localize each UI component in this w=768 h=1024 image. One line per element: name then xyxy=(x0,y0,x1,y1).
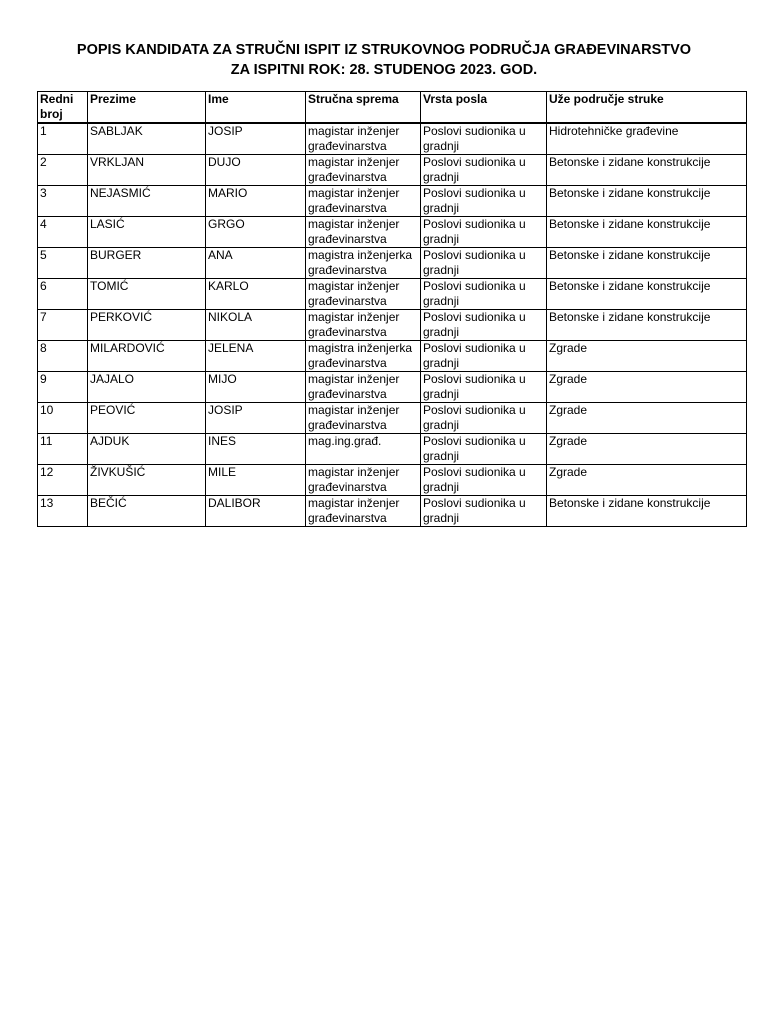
cell-strucna-sprema: magistar inženjer građevinarstva xyxy=(306,279,421,310)
cell-ime: GRGO xyxy=(206,217,306,248)
cell-prezime: BURGER xyxy=(88,248,206,279)
cell-vrsta-posla: Poslovi sudionika u gradnji xyxy=(421,248,547,279)
table-header-row xyxy=(38,92,747,124)
cell-ime: INES xyxy=(206,434,306,465)
cell-strucna-sprema: magistar inženjer građevinarstva xyxy=(306,496,421,527)
cell-strucna-sprema: magistar inženjer građevinarstva xyxy=(306,310,421,341)
cell-prezime: VRKLJAN xyxy=(88,155,206,186)
table-row xyxy=(38,341,747,372)
cell-uze-podrucje: Zgrade xyxy=(547,465,747,496)
cell-prezime: MILARDOVIĆ xyxy=(88,341,206,372)
cell-redni-broj: 8 xyxy=(38,341,88,372)
cell-vrsta-posla: Poslovi sudionika u gradnji xyxy=(421,186,547,217)
cell-vrsta-posla: Poslovi sudionika u gradnji xyxy=(421,310,547,341)
cell-strucna-sprema: magistra inženjerka građevinarstva xyxy=(306,341,421,372)
cell-ime: JELENA xyxy=(206,341,306,372)
cell-uze-podrucje: Betonske i zidane konstrukcije xyxy=(547,186,747,217)
table-row xyxy=(38,496,747,527)
cell-redni-broj: 7 xyxy=(38,310,88,341)
table-row xyxy=(38,217,747,248)
cell-uze-podrucje: Betonske i zidane konstrukcije xyxy=(547,279,747,310)
cell-ime: KARLO xyxy=(206,279,306,310)
cell-redni-broj: 12 xyxy=(38,465,88,496)
cell-uze-podrucje: Betonske i zidane konstrukcije xyxy=(547,155,747,186)
cell-uze-podrucje: Betonske i zidane konstrukcije xyxy=(547,496,747,527)
cell-strucna-sprema: magistar inženjer građevinarstva xyxy=(306,123,421,155)
cell-strucna-sprema: mag.ing.građ. xyxy=(306,434,421,465)
cell-uze-podrucje: Zgrade xyxy=(547,434,747,465)
table-row xyxy=(38,310,747,341)
cell-vrsta-posla: Poslovi sudionika u gradnji xyxy=(421,465,547,496)
cell-uze-podrucje: Zgrade xyxy=(547,403,747,434)
cell-vrsta-posla: Poslovi sudionika u gradnji xyxy=(421,496,547,527)
cell-vrsta-posla: Poslovi sudionika u gradnji xyxy=(421,341,547,372)
cell-vrsta-posla: Poslovi sudionika u gradnji xyxy=(421,155,547,186)
cell-uze-podrucje: Zgrade xyxy=(547,372,747,403)
cell-prezime: LASIĆ xyxy=(88,217,206,248)
cell-uze-podrucje: Zgrade xyxy=(547,341,747,372)
table-row xyxy=(38,123,747,155)
cell-ime: ANA xyxy=(206,248,306,279)
document-title xyxy=(0,40,768,80)
cell-ime: MILE xyxy=(206,465,306,496)
header-prezime: Prezime xyxy=(88,92,206,124)
cell-redni-broj: 1 xyxy=(38,123,88,155)
cell-prezime: AJDUK xyxy=(88,434,206,465)
table-row xyxy=(38,155,747,186)
cell-redni-broj: 13 xyxy=(38,496,88,527)
cell-uze-podrucje: Betonske i zidane konstrukcije xyxy=(547,310,747,341)
cell-ime: JOSIP xyxy=(206,123,306,155)
table-row xyxy=(38,186,747,217)
cell-redni-broj: 4 xyxy=(38,217,88,248)
cell-redni-broj: 11 xyxy=(38,434,88,465)
cell-prezime: PEOVIĆ xyxy=(88,403,206,434)
cell-ime: JOSIP xyxy=(206,403,306,434)
table-row xyxy=(38,372,747,403)
cell-vrsta-posla: Poslovi sudionika u gradnji xyxy=(421,434,547,465)
cell-redni-broj: 3 xyxy=(38,186,88,217)
table-row xyxy=(38,248,747,279)
cell-strucna-sprema: magistar inženjer građevinarstva xyxy=(306,403,421,434)
cell-strucna-sprema: magistar inženjer građevinarstva xyxy=(306,217,421,248)
title-line-2: ZA ISPITNI ROK: 28. STUDENOG 2023. GOD. xyxy=(230,62,538,78)
cell-prezime: JAJALO xyxy=(88,372,206,403)
cell-uze-podrucje: Betonske i zidane konstrukcije xyxy=(547,248,747,279)
cell-prezime: ŽIVKUŠIĆ xyxy=(88,465,206,496)
header-redni-broj: Redni broj xyxy=(38,92,88,124)
cell-vrsta-posla: Poslovi sudionika u gradnji xyxy=(421,372,547,403)
cell-vrsta-posla: Poslovi sudionika u gradnji xyxy=(421,279,547,310)
cell-ime: NIKOLA xyxy=(206,310,306,341)
cell-uze-podrucje: Hidrotehničke građevine xyxy=(547,123,747,155)
cell-redni-broj: 9 xyxy=(38,372,88,403)
cell-prezime: SABLJAK xyxy=(88,123,206,155)
header-ime: Ime xyxy=(206,92,306,124)
header-vrsta-posla: Vrsta posla xyxy=(421,92,547,124)
cell-prezime: TOMIĆ xyxy=(88,279,206,310)
cell-prezime: PERKOVIĆ xyxy=(88,310,206,341)
cell-ime: MARIO xyxy=(206,186,306,217)
cell-uze-podrucje: Betonske i zidane konstrukcije xyxy=(547,217,747,248)
title-line-1: POPIS KANDIDATA ZA STRUČNI ISPIT IZ STRUKOVNOG PODRUČJA GRAĐEVINARSTVO xyxy=(76,42,692,58)
cell-strucna-sprema: magistar inženjer građevinarstva xyxy=(306,465,421,496)
cell-vrsta-posla: Poslovi sudionika u gradnji xyxy=(421,123,547,155)
table-body xyxy=(38,123,747,527)
cell-ime: DALIBOR xyxy=(206,496,306,527)
cell-prezime: BEČIĆ xyxy=(88,496,206,527)
cell-redni-broj: 2 xyxy=(38,155,88,186)
cell-vrsta-posla: Poslovi sudionika u gradnji xyxy=(421,217,547,248)
header-uze-podrucje-struke: Uže područje struke xyxy=(547,92,747,124)
table-row xyxy=(38,434,747,465)
table-row xyxy=(38,465,747,496)
cell-redni-broj: 6 xyxy=(38,279,88,310)
cell-ime: DUJO xyxy=(206,155,306,186)
cell-redni-broj: 10 xyxy=(38,403,88,434)
cell-vrsta-posla: Poslovi sudionika u gradnji xyxy=(421,403,547,434)
cell-redni-broj: 5 xyxy=(38,248,88,279)
candidate-table xyxy=(37,91,747,527)
header-strucna-sprema: Stručna sprema xyxy=(306,92,421,124)
cell-strucna-sprema: magistar inženjer građevinarstva xyxy=(306,186,421,217)
table-row xyxy=(38,279,747,310)
cell-prezime: NEJASMIĆ xyxy=(88,186,206,217)
table-row xyxy=(38,403,747,434)
cell-ime: MIJO xyxy=(206,372,306,403)
cell-strucna-sprema: magistar inženjer građevinarstva xyxy=(306,155,421,186)
cell-strucna-sprema: magistar inženjer građevinarstva xyxy=(306,372,421,403)
cell-strucna-sprema: magistra inženjerka građevinarstva xyxy=(306,248,421,279)
